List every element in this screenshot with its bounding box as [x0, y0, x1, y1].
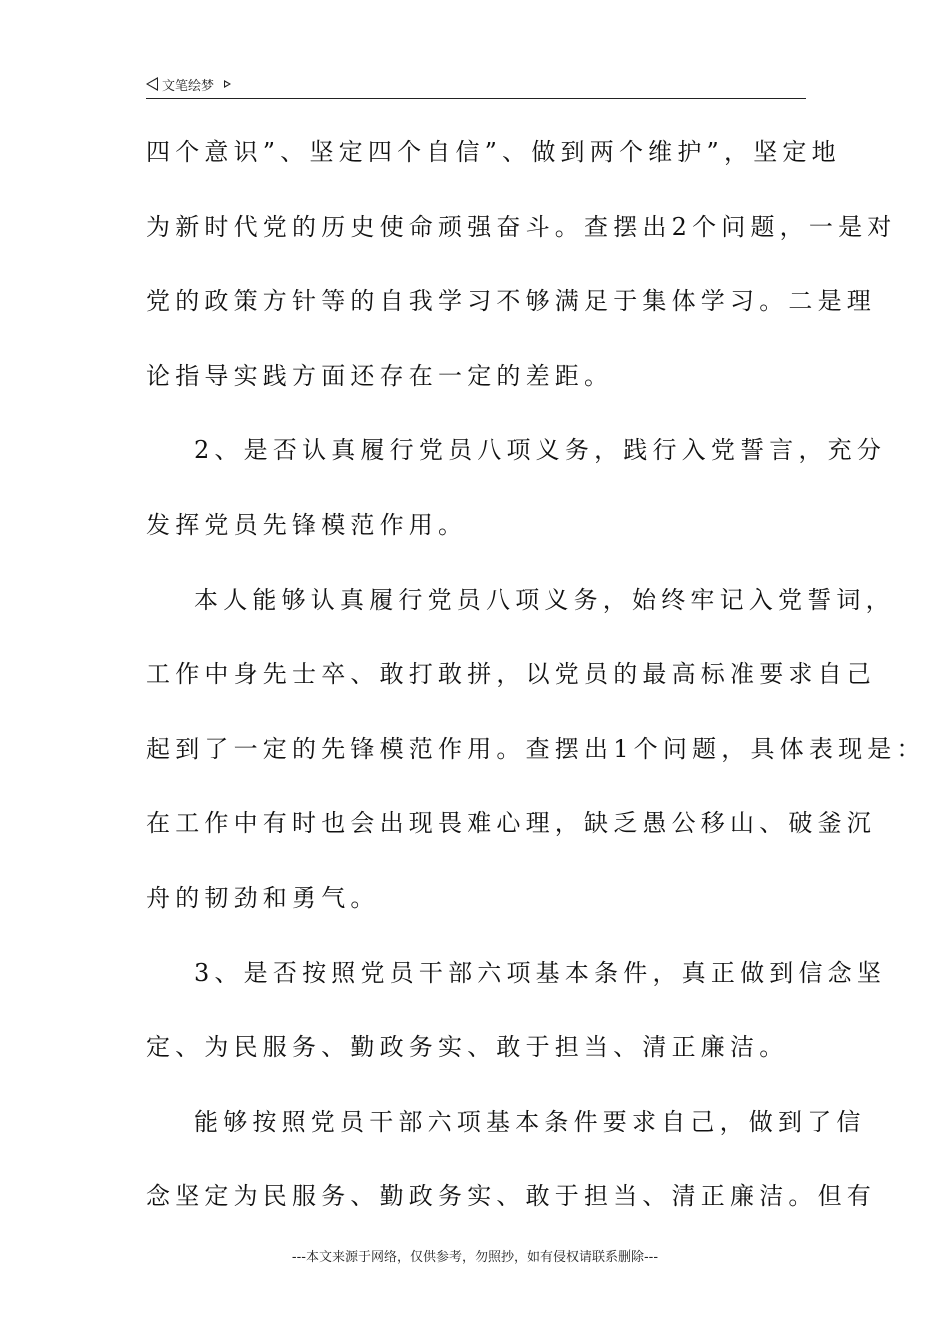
text-line: 能够按照党员干部六项基本条件要求自己，做到了信	[194, 1107, 866, 1136]
text-line: 工作中身先士卒、敢打敢拼，以党员的最高标准要求自己	[146, 660, 876, 689]
header-title: 文笔绘梦	[162, 78, 215, 94]
text-line: 在工作中有时也会出现畏难心理，缺乏愚公移山、破釜沉	[146, 809, 876, 838]
triangle-right-icon	[224, 80, 231, 88]
text-line: 2、是否认真履行党员八项义务，践行入党誓言，充分	[194, 436, 887, 465]
text-line: 论指导实践方面还存在一定的差距。	[146, 361, 614, 390]
triangle-left-icon	[146, 77, 158, 91]
text-line: 四个意识”、坚定四个自信”、做到两个维护”，坚定地	[146, 138, 841, 166]
text-line: 念坚定为民服务、勤政务实、敢于担当、清正廉洁。但有	[146, 1182, 876, 1211]
text-line: 3、是否按照党员干部六项基本条件，真正做到信念坚	[194, 958, 887, 987]
page-header	[146, 74, 806, 99]
document-body	[146, 128, 926, 1247]
page-footer: ---本文来源于网络，仅供参考，勿照抄，如有侵权请联系删除---	[291, 1250, 659, 1265]
text-line: 为新时代党的历史使命顽强奋斗。查摆出2个问题，一是对	[146, 212, 897, 241]
text-line: 舟的韧劲和勇气。	[146, 883, 380, 912]
text-line: 起到了一定的先锋模范作用。查摆出1个问题，具体表现是：	[146, 734, 926, 763]
text-line: 定、为民服务、勤政务实、敢于担当、清正廉洁。	[146, 1033, 789, 1062]
text-line: 本人能够认真履行党员八项义务，始终牢记入党誓词，	[194, 585, 895, 614]
text-line: 发挥党员先锋模范作用。	[146, 510, 468, 539]
text-line: 党的政策方针等的自我学习不够满足于集体学习。二是理	[146, 287, 876, 316]
header-brand	[146, 74, 231, 94]
